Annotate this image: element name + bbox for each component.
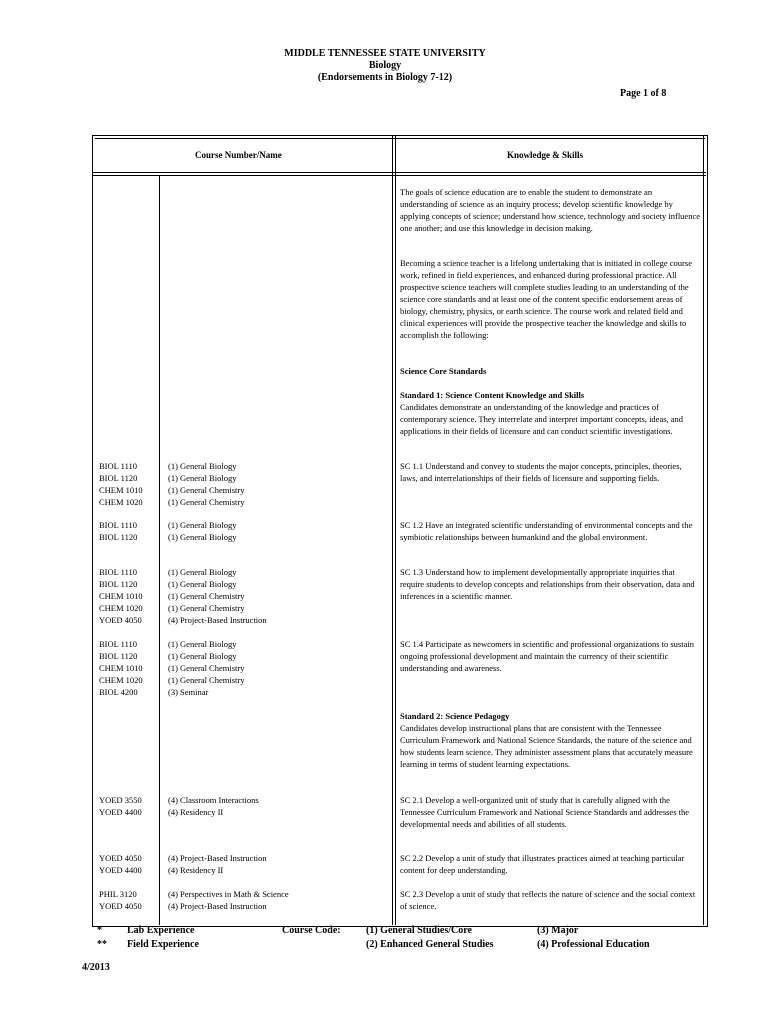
course-name: (4) Project-Based Instruction	[168, 853, 267, 863]
standard-sc-1-3: SC 1.3 Understand how to implement developmentally appropriate inquiries that require students to develop concepts and relationships from their observation, data and inferences in a scientific manner.	[400, 567, 695, 601]
course-code: CHEM 1020	[99, 675, 143, 685]
course-name: (1) General Chemistry	[168, 675, 245, 685]
column-header-course: Course Number/Name	[195, 150, 282, 160]
course-code: YOED 4400	[99, 807, 142, 817]
course-name: (1) General Biology	[168, 532, 237, 542]
course-code: BIOL 1120	[99, 532, 138, 542]
course-name: (1) General Biology	[168, 579, 237, 589]
course-name: (1) General Chemistry	[168, 497, 245, 507]
course-name: (1) General Chemistry	[168, 603, 245, 613]
legend-field-experience: Field Experience	[127, 939, 199, 950]
code-name-divider	[159, 175, 160, 925]
course-code: CHEM 1010	[99, 591, 143, 601]
course-codes	[99, 519, 159, 543]
course-code: YOED 4050	[99, 901, 142, 911]
standard-1-text: Candidates demonstrate an understanding of the knowledge and practices of contemporary science. They interrelate and interpret important concepts, ideas, and applications in their fields of licensure and can conduct scientific investigations.	[400, 402, 684, 436]
course-names	[168, 794, 388, 818]
standard-sc-1-2: SC 1.2 Have an integrated scientific understanding of environmental concepts and the symbiotic relationships between humankind and the global environment.	[400, 520, 693, 542]
header-bottom-rule-2	[92, 175, 706, 176]
course-codes	[99, 638, 159, 698]
standard-sc-1-4: SC 1.4 Participate as newcomers in scientific and professional organizations to sustain ongoing professional development and maintain the currency of their scientific understanding and awareness.	[400, 639, 694, 673]
course-name: (1) General Biology	[168, 567, 237, 577]
page-number: Page 1 of 8	[620, 88, 667, 99]
course-names	[168, 566, 388, 626]
course-codes	[99, 566, 159, 626]
course-name: (4) Project-Based Instruction	[168, 901, 267, 911]
header-top-rule	[95, 138, 705, 139]
course-name: (1) General Chemistry	[168, 485, 245, 495]
course-code: PHIL 3120	[99, 889, 137, 899]
course-name: (1) General Biology	[168, 651, 237, 661]
column-divider	[392, 135, 393, 925]
course-names	[168, 852, 388, 876]
course-code-2: (2) Enhanced General Studies	[366, 939, 494, 950]
university-title: MIDDLE TENNESSEE STATE UNIVERSITY	[284, 48, 486, 59]
course-code: YOED 4050	[99, 615, 142, 625]
standard-1-title: Standard 1: Science Content Knowledge and Skills	[400, 390, 585, 400]
standard-sc-2-2: SC 2.2 Develop a unit of study that illustrates practices aimed at teaching particular content for deep understanding.	[400, 853, 685, 875]
course-code: BIOL 1120	[99, 473, 138, 483]
course-name: (1) General Biology	[168, 473, 237, 483]
course-name: (1) General Biology	[168, 461, 237, 471]
course-name: (4) Classroom Interactions	[168, 795, 259, 805]
course-names	[168, 519, 388, 543]
course-code: BIOL 1110	[99, 520, 138, 530]
standard-sc-2-1: SC 2.1 Develop a well-organized unit of study that is carefully aligned with the Tennessee Curriculum Framework and National Science Standards and addresses the developmental needs and abilities of all students.	[400, 795, 690, 829]
course-codes	[99, 852, 159, 876]
standard-2-text: Candidates develop instructional plans that are consistent with the Tennessee Curriculum Framework and National Science Standards, the nature of the science and how students learn science. They administer assessment plans that accurately measure learning in terms of student learning expectations.	[400, 723, 693, 769]
course-name: (3) Seminar	[168, 687, 209, 697]
course-name: (4) Residency II	[168, 865, 224, 875]
course-code: CHEM 1020	[99, 497, 143, 507]
course-names	[168, 460, 388, 508]
standard-sc-1-1: SC 1.1 Understand and convey to students the major concepts, principles, theories, laws, and interrelationships of their fields of licensure and supporting fields.	[400, 461, 682, 483]
course-name: (1) General Chemistry	[168, 663, 245, 673]
intro-paragraph-2: Becoming a science teacher is a lifelong undertaking that is initiated in college course work, refined in field experiences, and enhanced during professional practice. All prospective science teachers will complete studies leading to an understanding of the science core standards and at least one of the content specific endorsement areas of biology, chemistry, physics, or earth science. The course work and related field and clinical experiences will provide the prospective teacher the knowledge and skills to accomplish the following:	[400, 258, 692, 340]
course-code: CHEM 1010	[99, 663, 143, 673]
course-codes	[99, 888, 159, 912]
course-name: (4) Project-Based Instruction	[168, 615, 267, 625]
course-name: (1) General Biology	[168, 639, 237, 649]
course-code: BIOL 1110	[99, 567, 138, 577]
course-code-label: Course Code:	[282, 925, 341, 936]
course-code: BIOL 1110	[99, 639, 138, 649]
document-date: 4/2013	[82, 962, 110, 973]
course-code: BIOL 1110	[99, 461, 138, 471]
course-code: BIOL 4200	[99, 687, 138, 697]
course-code-1: (1) General Studies/Core	[366, 925, 472, 936]
course-names	[168, 638, 388, 698]
course-name: (4) Perspectives in Math & Science	[168, 889, 289, 899]
course-name: (1) General Chemistry	[168, 591, 245, 601]
course-code-3: (3) Major	[537, 925, 579, 936]
course-code: BIOL 1120	[99, 579, 138, 589]
core-standards-title: Science Core Standards	[400, 366, 487, 376]
course-code: YOED 4050	[99, 853, 142, 863]
column-divider-2	[395, 135, 396, 925]
subject-title: Biology	[368, 60, 402, 71]
course-code: CHEM 1010	[99, 485, 143, 495]
course-code: CHEM 1020	[99, 603, 143, 613]
standard-2-title: Standard 2: Science Pedagogy	[400, 711, 510, 721]
course-code: YOED 4400	[99, 865, 142, 875]
course-code: BIOL 1120	[99, 651, 138, 661]
course-name: (1) General Biology	[168, 520, 237, 530]
intro-paragraph: The goals of science education are to enable the student to demonstrate an understanding of science as an inquiry process; develop scientific knowledge by applying concepts of science; understand how science, technology and society influence one another; and use this knowledge in decision making.	[400, 187, 700, 233]
column-header-knowledge: Knowledge & Skills	[507, 150, 584, 160]
legend-star-1: *	[97, 925, 102, 936]
course-code-4: (4) Professional Education	[537, 939, 650, 950]
course-names	[168, 888, 388, 912]
course-name: (4) Residency II	[168, 807, 224, 817]
course-codes	[99, 460, 159, 508]
legend-star-2: **	[97, 939, 107, 950]
course-code: YOED 3550	[99, 795, 142, 805]
header-bottom-rule	[92, 172, 706, 173]
right-border-inner	[703, 135, 704, 925]
standard-sc-2-3: SC 2.3 Develop a unit of study that reflects the nature of science and the social context of science.	[400, 889, 696, 911]
course-codes	[99, 794, 159, 818]
legend-lab-experience: Lab Experience	[127, 925, 195, 936]
endorsement-title: (Endorsements in Biology 7-12)	[317, 72, 453, 83]
